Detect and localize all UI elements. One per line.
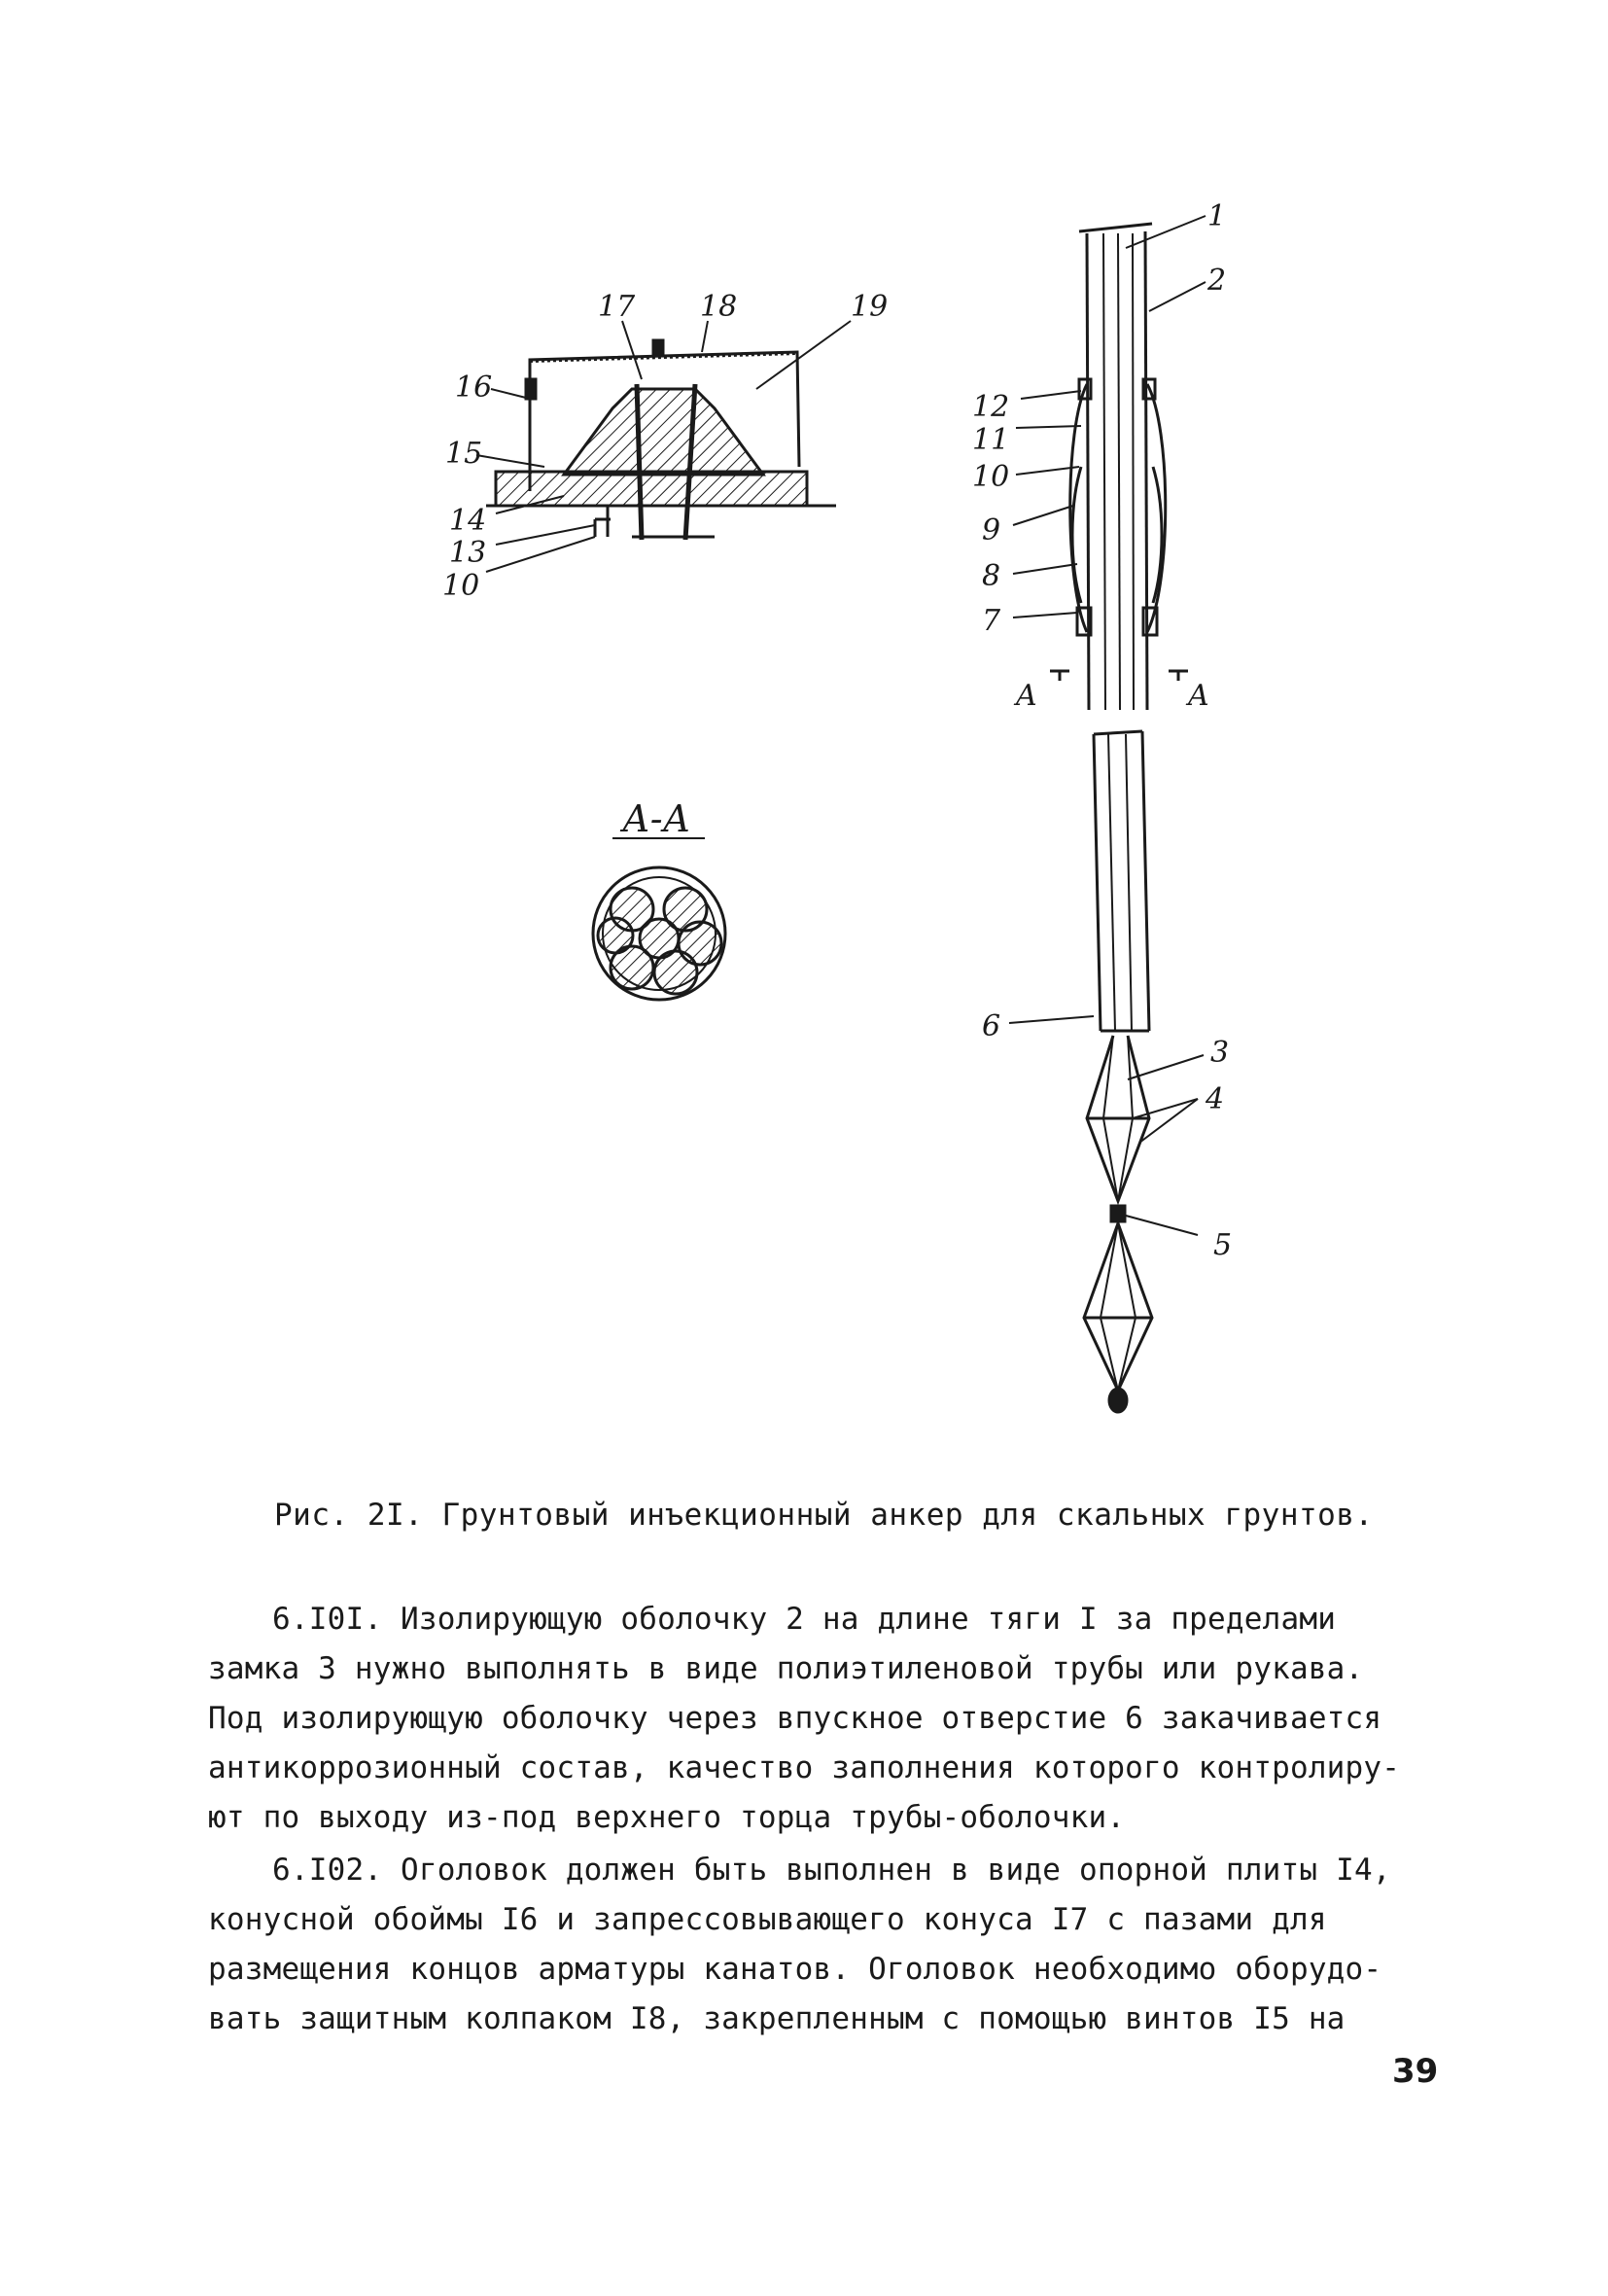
label-5: 5 bbox=[1213, 1228, 1233, 1262]
label-1: 1 bbox=[1207, 199, 1227, 233]
label-7: 7 bbox=[982, 604, 1001, 638]
paragraph-line: конусной обоймы I6 и запрессовывающего конуса I7 с пазами для bbox=[208, 1902, 1327, 1937]
anchor-tendon bbox=[1050, 224, 1188, 1412]
paragraph-line: 6.I0I. Изолирующую оболочку 2 на длине тяги I за пределами bbox=[272, 1602, 1337, 1637]
cut-mark-right: A bbox=[1188, 679, 1209, 713]
label-2: 2 bbox=[1207, 264, 1227, 298]
label-8: 8 bbox=[982, 559, 1001, 593]
cross-section-a-a bbox=[593, 867, 725, 1000]
label-4: 4 bbox=[1206, 1082, 1225, 1116]
label-14: 14 bbox=[449, 504, 487, 538]
label-11: 11 bbox=[972, 423, 1010, 457]
paragraph-line: 6.I02. Оголовок должен быть выполнен в виде опорной плиты I4, bbox=[272, 1853, 1391, 1888]
paragraph-line: ют по выходу из-под верхнего торца трубы-оболочки. bbox=[208, 1800, 1126, 1835]
label-15: 15 bbox=[445, 437, 483, 471]
figure-caption: Рис. 2I. Грунтовый инъекционный анкер для скальных грунтов. bbox=[274, 1498, 1374, 1533]
label-9: 9 bbox=[982, 513, 1001, 548]
page-number: 39 bbox=[1392, 2052, 1439, 2091]
paragraph-line: антикоррозионный состав, качество заполнения которого контролиру- bbox=[208, 1750, 1401, 1785]
label-3: 3 bbox=[1210, 1036, 1230, 1070]
label-10-right: 10 bbox=[972, 460, 1010, 494]
label-16: 16 bbox=[455, 371, 493, 405]
paragraph-line: размещения концов арматуры канатов. Оголовок необходимо оборудо- bbox=[208, 1952, 1382, 1987]
label-13: 13 bbox=[449, 536, 487, 570]
paragraph-6-102 bbox=[208, 1846, 1472, 2044]
paragraph-line: вать защитным колпаком I8, закрепленным с помощью винтов I5 на bbox=[208, 2001, 1346, 2036]
label-17: 17 bbox=[598, 290, 636, 324]
label-6: 6 bbox=[982, 1009, 1001, 1043]
paragraph-line: замка 3 нужно выполнять в виде полиэтиленовой трубы или рукава. bbox=[208, 1651, 1364, 1686]
label-19: 19 bbox=[851, 290, 889, 324]
cut-mark-left: A bbox=[1016, 679, 1037, 713]
label-18: 18 bbox=[700, 290, 738, 324]
label-10-left: 10 bbox=[442, 569, 480, 603]
label-12: 12 bbox=[972, 390, 1010, 424]
section-label: А-А bbox=[622, 797, 691, 840]
paragraph-line: Под изолирующую оболочку через впускное отверстие 6 закачивается bbox=[208, 1701, 1382, 1736]
paragraph-6-101 bbox=[208, 1595, 1472, 1843]
